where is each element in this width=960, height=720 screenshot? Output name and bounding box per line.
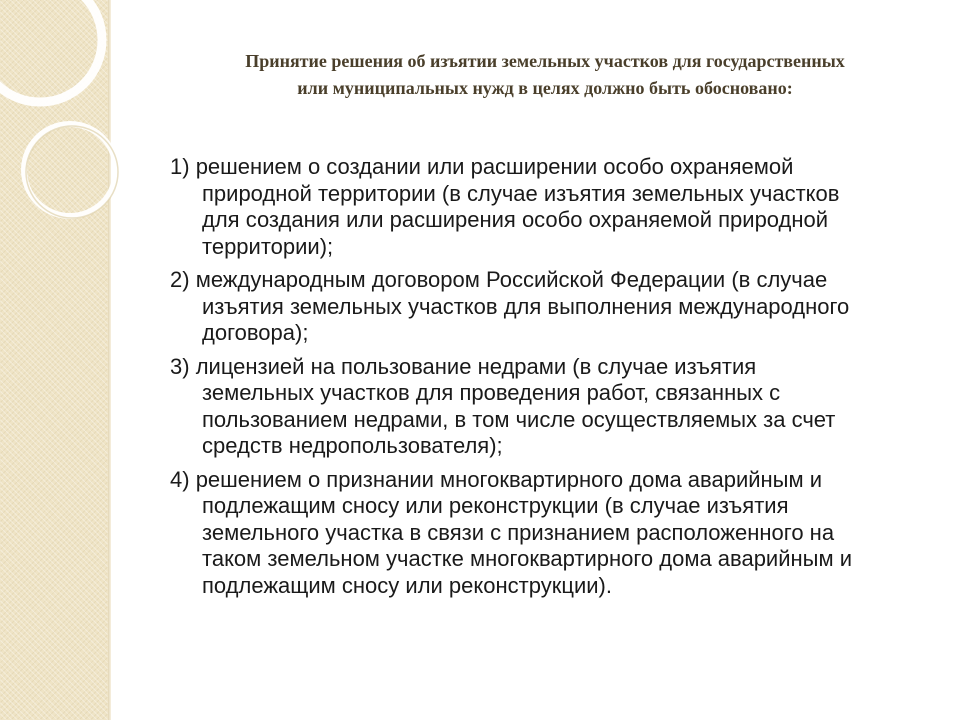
list-item-line: земельных участков для проведения работ, связанных с — [202, 380, 781, 405]
slide-title — [150, 48, 940, 102]
justification-list — [170, 154, 930, 606]
list-item-number: 2) — [170, 267, 190, 292]
list-item-line — [170, 154, 930, 181]
slide-title-line: Принятие решения об изъятии земельных участков для государственных — [245, 51, 845, 71]
list-item-number: 1) — [170, 154, 190, 179]
list-item-text: лицензией на пользование недрами (в случае изъятия — [195, 353, 757, 379]
list-item-line — [170, 267, 930, 294]
list-item-line: изъятия земельных участков для выполнения международного — [202, 293, 850, 319]
list-item-line: территории); — [202, 233, 334, 259]
list-item-line: пользованием недрами, в том числе осуществляемых за счет — [202, 406, 836, 432]
list-item-number: 4) — [170, 466, 190, 492]
list-item-2 — [170, 267, 930, 347]
list-item-text: решением о признании многоквартирного дома аварийным и — [195, 466, 823, 492]
list-item-text: международным договором Российской Федерации (в случае — [195, 267, 828, 292]
list-item-line: договора); — [202, 320, 309, 345]
decorative-ring-shadow — [26, 126, 118, 218]
list-item-line: подлежащим сносу или реконструкции). — [202, 572, 612, 598]
list-item-line: подлежащим сносу или реконструкции (в случае изъятия — [202, 493, 789, 518]
list-item-line: для создания или расширения особо охраняемой природной — [202, 207, 829, 232]
list-item-line: природной территории (в случае изъятия земельных участков — [202, 180, 840, 206]
list-item-1 — [170, 154, 930, 260]
list-item-text: решением о создании или расширении особо охраняемой — [195, 154, 794, 179]
decorative-rings-graphic — [0, 0, 160, 260]
list-item-line — [170, 354, 930, 381]
list-item-line: земельного участка в связи с признанием расположенного на — [202, 519, 835, 545]
list-item-4 — [170, 467, 930, 600]
decorative-ring-large — [0, 0, 102, 102]
list-item-line: средств недропользователя); — [202, 433, 503, 458]
list-item-3 — [170, 354, 930, 460]
slide-title-line: или муниципальных нужд в целях должно быть обосновано: — [297, 78, 793, 98]
list-item-number: 3) — [170, 353, 190, 379]
list-item-line — [170, 467, 930, 494]
list-item-line: таком земельном участке многоквартирного дома аварийным и — [202, 546, 852, 571]
